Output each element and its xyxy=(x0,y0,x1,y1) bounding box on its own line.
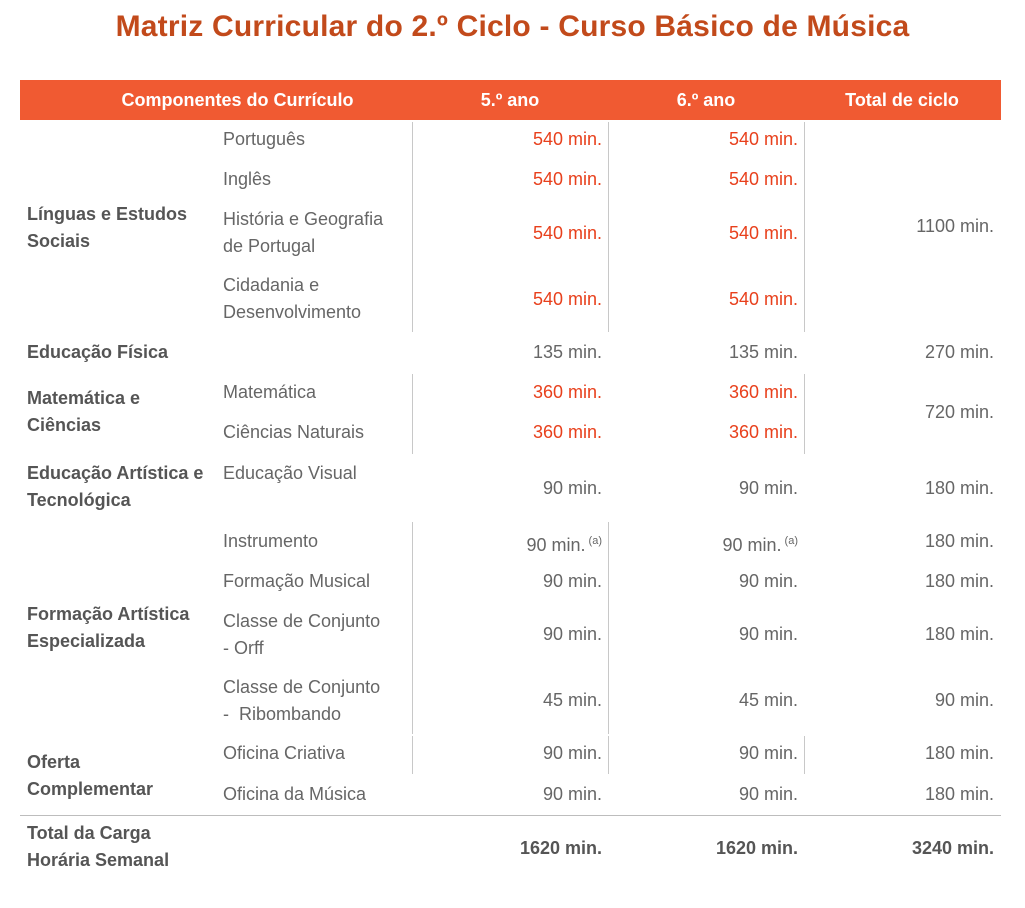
category-label: Educação Física xyxy=(27,342,169,362)
category-label: Total da Carga xyxy=(27,823,151,843)
cycle-total: 3240 min. xyxy=(911,838,994,858)
year5-value: 90 min. xyxy=(542,784,602,804)
year5-value: 90 min. xyxy=(542,624,602,644)
year6-value: 90 min. xyxy=(738,784,798,804)
total-value: 180 min. xyxy=(924,784,994,804)
year6-value: 90 min. $^{(a)}$ xyxy=(722,535,798,555)
year6-value: 45 min. xyxy=(738,690,798,710)
header-total: Total de ciclo xyxy=(845,90,959,110)
year5-value: 90 min. $^{(a)}$ xyxy=(526,535,602,555)
year6-value: 90 min. xyxy=(738,478,798,498)
subject-label: Cidadania e xyxy=(223,275,320,295)
subject-label: de Portugal xyxy=(223,236,316,256)
category-label: Complementar xyxy=(27,779,154,799)
category-label: Ciências xyxy=(27,415,102,435)
year6-total: 1620 min. xyxy=(715,838,798,858)
year6-value: 540 min. xyxy=(728,289,798,309)
year6-value: 135 min. xyxy=(728,342,798,362)
divider xyxy=(412,736,413,774)
subject-label: Formação Musical xyxy=(223,571,371,591)
subject-label: Desenvolvimento xyxy=(223,302,362,322)
subject-label: Inglês xyxy=(223,169,272,189)
subject-label: Educação Visual xyxy=(223,463,357,483)
year5-value: 540 min. xyxy=(532,169,602,189)
year5-value: 360 min. xyxy=(532,382,602,402)
footnote-marker: (a) xyxy=(784,535,798,547)
year5-value: 540 min. xyxy=(532,129,602,149)
divider xyxy=(412,522,413,734)
subject-label: Classe de Conjunto xyxy=(223,611,381,631)
year6-value: 540 min. xyxy=(728,223,798,243)
year6-value: 540 min. xyxy=(728,169,798,189)
total-divider xyxy=(20,815,1001,816)
subject-label: Oficina Criativa xyxy=(223,743,346,763)
category-label: Horária Semanal xyxy=(27,850,170,870)
year5-value: 540 min. xyxy=(532,289,602,309)
category-label: Matemática e xyxy=(27,388,141,408)
category-label: Sociais xyxy=(27,231,91,251)
total-value: 270 min. xyxy=(924,342,994,362)
year5-value: 540 min. xyxy=(532,223,602,243)
divider xyxy=(804,736,805,774)
divider xyxy=(412,374,413,454)
subject-label: Instrumento xyxy=(223,531,319,551)
category-label: Oferta xyxy=(27,752,81,772)
year5-value: 45 min. xyxy=(542,690,602,710)
subject-label: - Ribombando xyxy=(223,704,342,724)
subject-label: - Orff xyxy=(223,638,264,658)
subject-label: Classe de Conjunto xyxy=(223,677,381,697)
table-header xyxy=(20,80,1001,120)
divider xyxy=(412,122,413,332)
divider xyxy=(804,374,805,454)
page-title: Matriz Curricular do 2.º Ciclo - Curso Básico de Música xyxy=(115,10,910,43)
year5-value: 90 min. xyxy=(542,743,602,763)
year5-value: 90 min. xyxy=(542,571,602,591)
total-value: 1100 min. xyxy=(916,216,994,236)
year5-total: 1620 min. xyxy=(519,838,602,858)
subject-label: Matemática xyxy=(223,382,317,402)
year6-value: 540 min. xyxy=(728,129,798,149)
total-value: 720 min. xyxy=(924,402,994,422)
year6-value: 360 min. xyxy=(728,422,798,442)
category-label: Línguas e Estudos xyxy=(27,204,188,224)
total-value: 90 min. xyxy=(934,690,994,710)
total-value: 180 min. xyxy=(924,478,994,498)
category-label: Tecnológica xyxy=(27,490,131,510)
header-year5: 5.º ano xyxy=(480,90,540,110)
category-label: Formação Artística xyxy=(27,604,190,624)
year5-value: 360 min. xyxy=(532,422,602,442)
divider xyxy=(608,736,609,774)
year5-value: 135 min. xyxy=(532,342,602,362)
divider xyxy=(608,522,609,734)
header-components: Componentes do Currículo xyxy=(121,90,354,110)
subject-label: História e Geografia xyxy=(223,209,384,229)
year6-value: 360 min. xyxy=(728,382,798,402)
total-value: 180 min. xyxy=(924,743,994,763)
category-label: Educação Artística e xyxy=(27,463,204,483)
total-value: 180 min. xyxy=(924,531,994,551)
year6-value: 90 min. xyxy=(738,571,798,591)
divider xyxy=(608,122,609,332)
subject-label: Ciências Naturais xyxy=(223,422,365,442)
total-value: 180 min. xyxy=(924,571,994,591)
total-value: 180 min. xyxy=(924,624,994,644)
category-label: Especializada xyxy=(27,631,146,651)
footnote-marker: (a) xyxy=(588,535,602,547)
divider xyxy=(804,122,805,332)
year5-value: 90 min. xyxy=(542,478,602,498)
year6-value: 90 min. xyxy=(738,743,798,763)
header-year6: 6.º ano xyxy=(676,90,736,110)
year6-value: 90 min. xyxy=(738,624,798,644)
subject-label: Português xyxy=(223,129,306,149)
subject-label: Oficina da Música xyxy=(223,784,367,804)
